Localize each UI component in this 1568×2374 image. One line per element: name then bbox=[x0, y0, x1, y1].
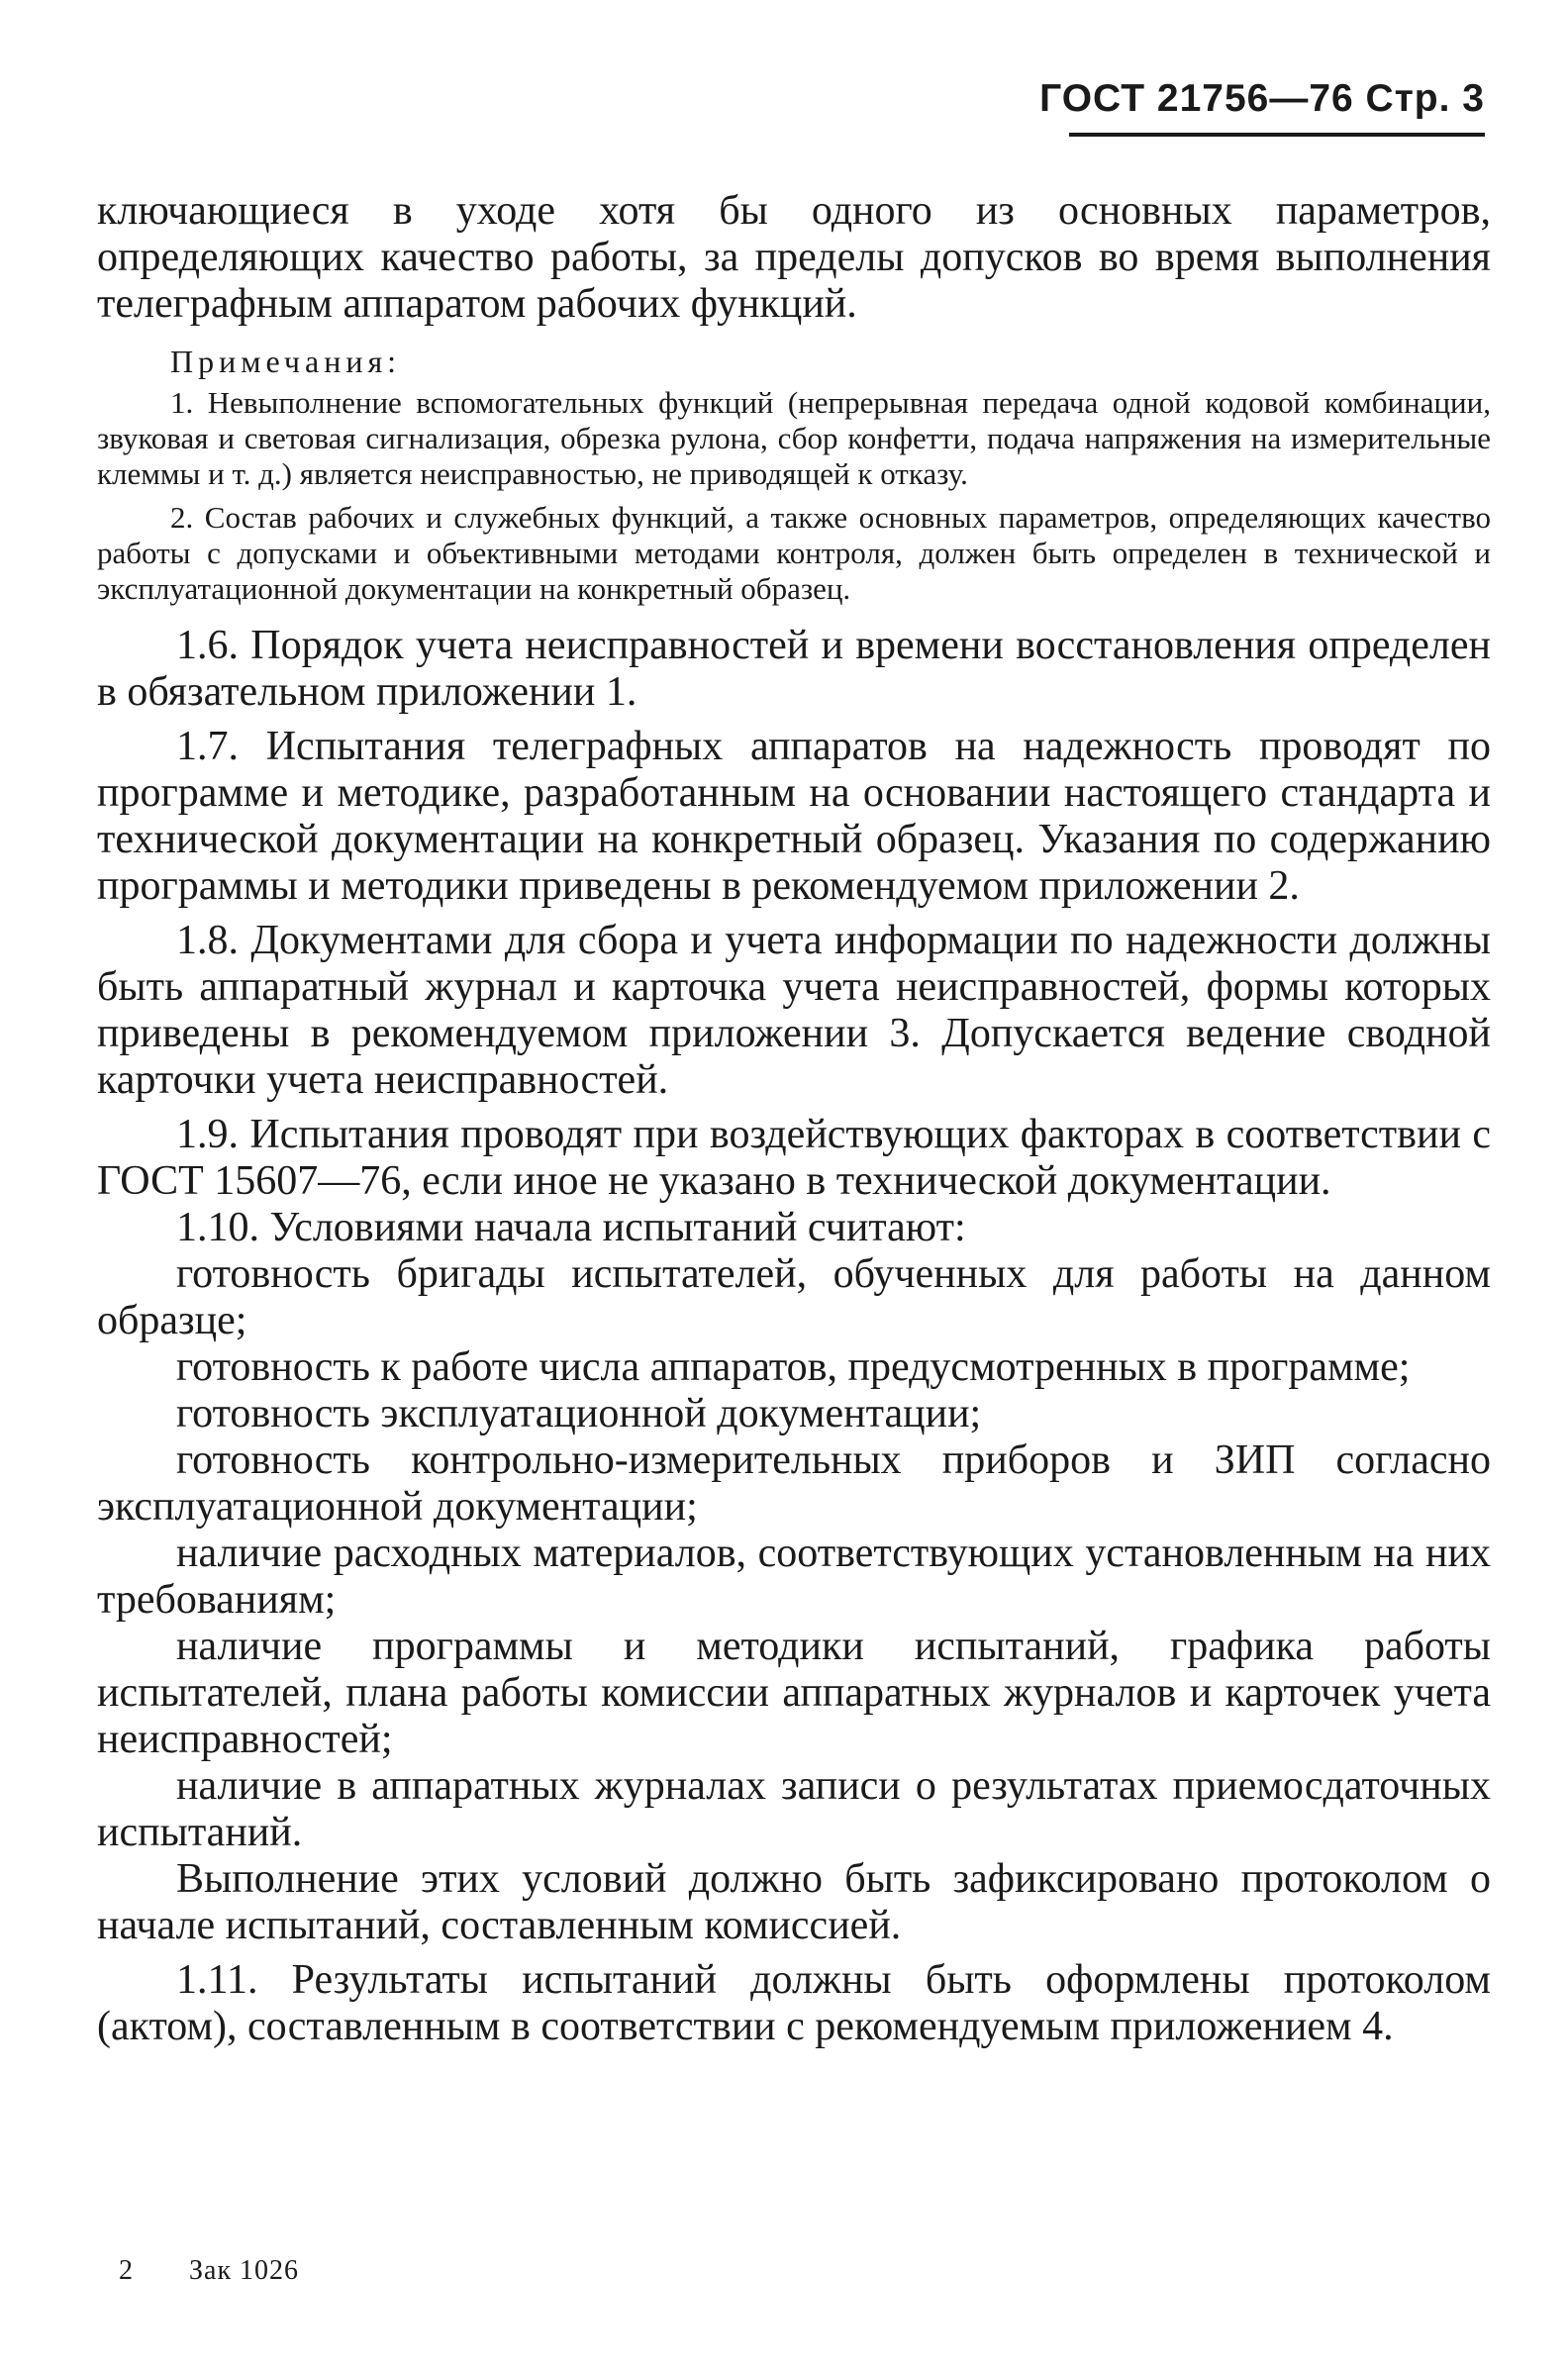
condition-item: готовность к работе числа аппаратов, предусмотренных в программе; bbox=[176, 1344, 1411, 1390]
footer-order: Зак 1026 bbox=[189, 2255, 300, 2286]
footer-page-mark: 2 bbox=[119, 2255, 134, 2286]
notes-title: Примечания: bbox=[170, 344, 402, 379]
condition-item: готовность эксплуатационной документации; bbox=[176, 1391, 982, 1436]
section-1-6: 1.6. Порядок учета неисправностей и времени восстановления определен в обязательном приложении 1. bbox=[97, 623, 1491, 715]
condition-item: наличие расходных материалов, соответствующих установленным на них требованиям; bbox=[97, 1531, 1491, 1623]
section-1-8: 1.8. Документами для сбора и учета информации по надежности должны быть аппаратный журнал и карточка учета неисправностей, формы которых приведены в рекомендуемом приложении 3. Допускается ведение сводной карточки учета неисправностей. bbox=[97, 918, 1491, 1103]
section-1-11: 1.11. Результаты испытаний должны быть оформлены протоколом (актом), составленным в соответствии с рекомендуемым приложением 4. bbox=[97, 1957, 1491, 2049]
notes-block bbox=[97, 342, 1491, 607]
section-1-7: 1.7. Испытания телеграфных аппаратов на надежность проводят по программе и методике, разработанным на основании настоящего стандарта и технической документации на конкретный образец. Указания по содержанию программы и методики приведены в рекомендуемом приложении 2. bbox=[97, 724, 1491, 909]
document-body bbox=[97, 188, 1491, 2050]
section-1-9: 1.9. Испытания проводят при воздействующих факторах в соответствии с ГОСТ 15607—76, если иное не указано в технической документации. bbox=[97, 1112, 1491, 1204]
paragraph-continuation: ключающиеся в уходе хотя бы одного из основных параметров, определяющих качество работы, за пределы допусков во время выполнения телеграфным аппаратом рабочих функций. bbox=[97, 188, 1491, 327]
condition-item: готовность бригады испытателей, обученных для работы на данном образце; bbox=[97, 1251, 1491, 1343]
page-header bbox=[1039, 77, 1485, 137]
header-title: ГОСТ 21756—76 Стр. 3 bbox=[1039, 77, 1485, 120]
condition-item: готовность контрольно-измерительных приборов и ЗИП согласно эксплуатационной документации; bbox=[97, 1437, 1491, 1530]
note-item-1: 1. Невыполнение вспомогательных функций (непрерывная передача одной кодовой комбинации, звуковая и световая сигнализация, обрезка рулона, сбор конфетти, подача напряжения на измерительные клеммы и т. д.) является неисправностью, не приводящей к отказу. bbox=[97, 385, 1491, 491]
page-footer bbox=[119, 2255, 299, 2287]
note-item-2: 2. Состав рабочих и служебных функций, а также основных параметров, определяющих качество работы с допусками и объективными методами контроля, должен быть определен в технической и эксплуатационной документации на конкретный образец. bbox=[97, 500, 1491, 606]
closing-paragraph: Выполнение этих условий должно быть зафиксировано протоколом о начале испытаний, составленным комиссией. bbox=[97, 1856, 1491, 1948]
condition-item: наличие в аппаратных журналах записи о результатах приемосдаточных испытаний. bbox=[97, 1763, 1491, 1855]
header-rule bbox=[1069, 133, 1485, 137]
section-1-10: 1.10. Условиями начала испытаний считают: bbox=[176, 1205, 966, 1250]
condition-item: наличие программы и методики испытаний, графика работы испытателей, плана работы комиссии аппаратных журналов и карточек учета неисправностей; bbox=[97, 1624, 1491, 1762]
